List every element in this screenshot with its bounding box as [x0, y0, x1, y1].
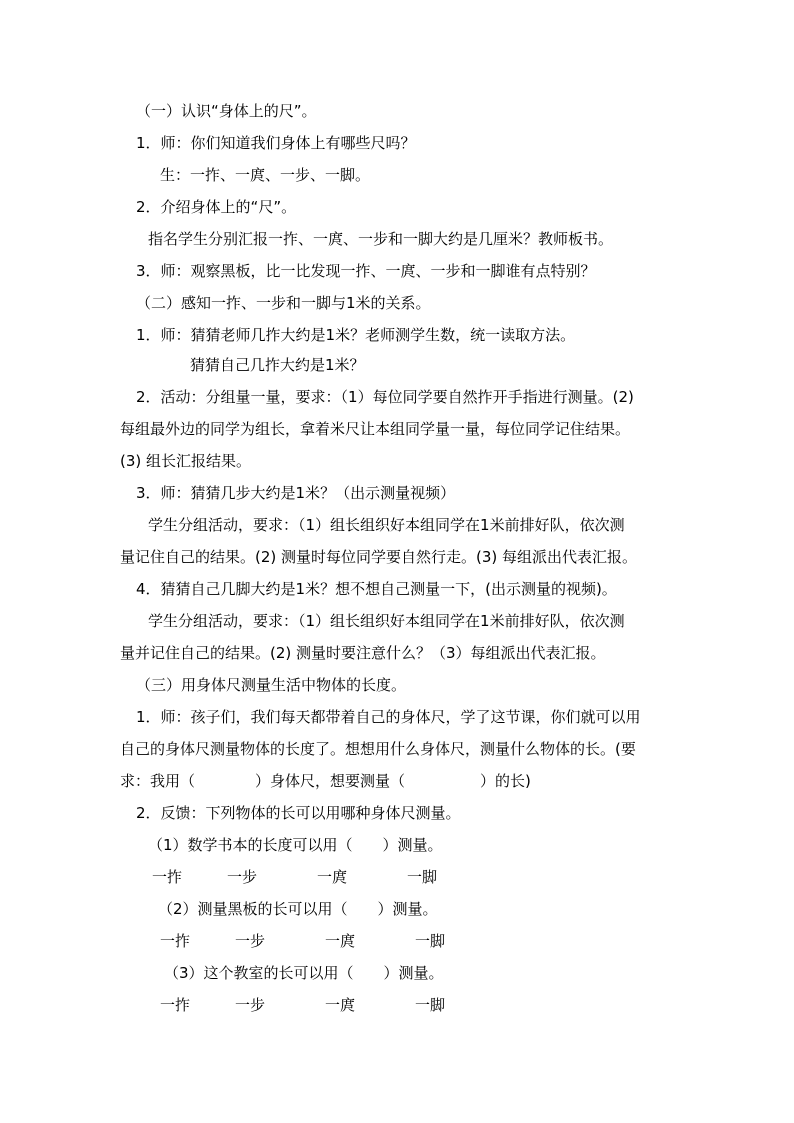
section-heading-3: （三）用身体尺测量生活中物体的长度。	[136, 676, 407, 694]
paragraph-line: 学生分组活动，要求：（1）组长组织好本组同学在1米前排好队，依次测	[148, 612, 625, 630]
question-line: （1）数学书本的长度可以用（ ）测量。	[148, 836, 443, 854]
paragraph-line: 2．活动：分组量一量，要求：（1）每位同学要自然拃开手指进行测量。(2)	[136, 388, 634, 406]
paragraph-line: 2．介绍身体上的“尺”。	[136, 198, 297, 216]
paragraph-line: 每组最外边的同学为组长，拿着米尺让本组同学量一量，每位同学记住结果。	[120, 420, 631, 438]
option-row: 一拃 一步 一庹 一脚	[152, 868, 438, 886]
paragraph-line: 量并记住自己的结果。(2) 测量时要注意什么？（3）每组派出代表汇报。	[120, 644, 606, 662]
paragraph-line: (3) 组长汇报结果。	[120, 452, 252, 470]
paragraph-line: 1．师：猜猜老师几拃大约是1米？老师测学生数，统一读取方法。	[136, 326, 576, 344]
paragraph-line: 猜猜自己几拃大约是1米？	[190, 356, 365, 374]
question-line: （3）这个教室的长可以用（ ）测量。	[164, 964, 444, 982]
paragraph-line: 指名学生分别汇报一拃、一庹、一步和一脚大约是几厘米？教师板书。	[148, 230, 614, 248]
paragraph-line: 生：一拃、一庹、一步、一脚。	[160, 166, 371, 184]
paragraph-line: 1．师：你们知道我们身体上有哪些尺吗？	[136, 134, 416, 152]
option-row: 一拃 一步 一庹 一脚	[160, 932, 446, 950]
section-heading-1: （一）认识“身体上的尺”。	[136, 102, 317, 120]
paragraph-line: 求：我用（ ）身体尺，想要测量（ ）的长)	[120, 772, 531, 790]
question-line: （2）测量黑板的长可以用（ ）测量。	[158, 900, 438, 918]
paragraph-line: 3．师：猜猜几步大约是1米？（出示测量视频）	[136, 484, 456, 502]
paragraph-line: 4．猜猜自己几脚大约是1米？想不想自己测量一下，(出示测量的视频)。	[136, 580, 617, 598]
paragraph-line: 1．师：孩子们，我们每天都带着自己的身体尺，学了这节课，你们就可以用	[136, 708, 641, 726]
paragraph-line: 学生分组活动，要求：（1）组长组织好本组同学在1米前排好队，依次测	[148, 516, 625, 534]
option-row: 一拃 一步 一庹 一脚	[160, 996, 446, 1014]
paragraph-line: 自己的身体尺测量物体的长度了。想想用什么身体尺，测量什么物体的长。(要	[120, 740, 636, 758]
paragraph-line: 3．师：观察黑板，比一比发现一拃、一庹、一步和一脚谁有点特别？	[136, 262, 596, 280]
section-heading-2: （二）感知一拃、一步和一脚与1米的关系。	[136, 294, 431, 312]
paragraph-line: 2．反馈：下列物体的长可以用哪种身体尺测量。	[136, 804, 461, 822]
paragraph-line: 量记住自己的结果。(2) 测量时每位同学要自然行走。(3) 每组派出代表汇报。	[120, 548, 638, 566]
